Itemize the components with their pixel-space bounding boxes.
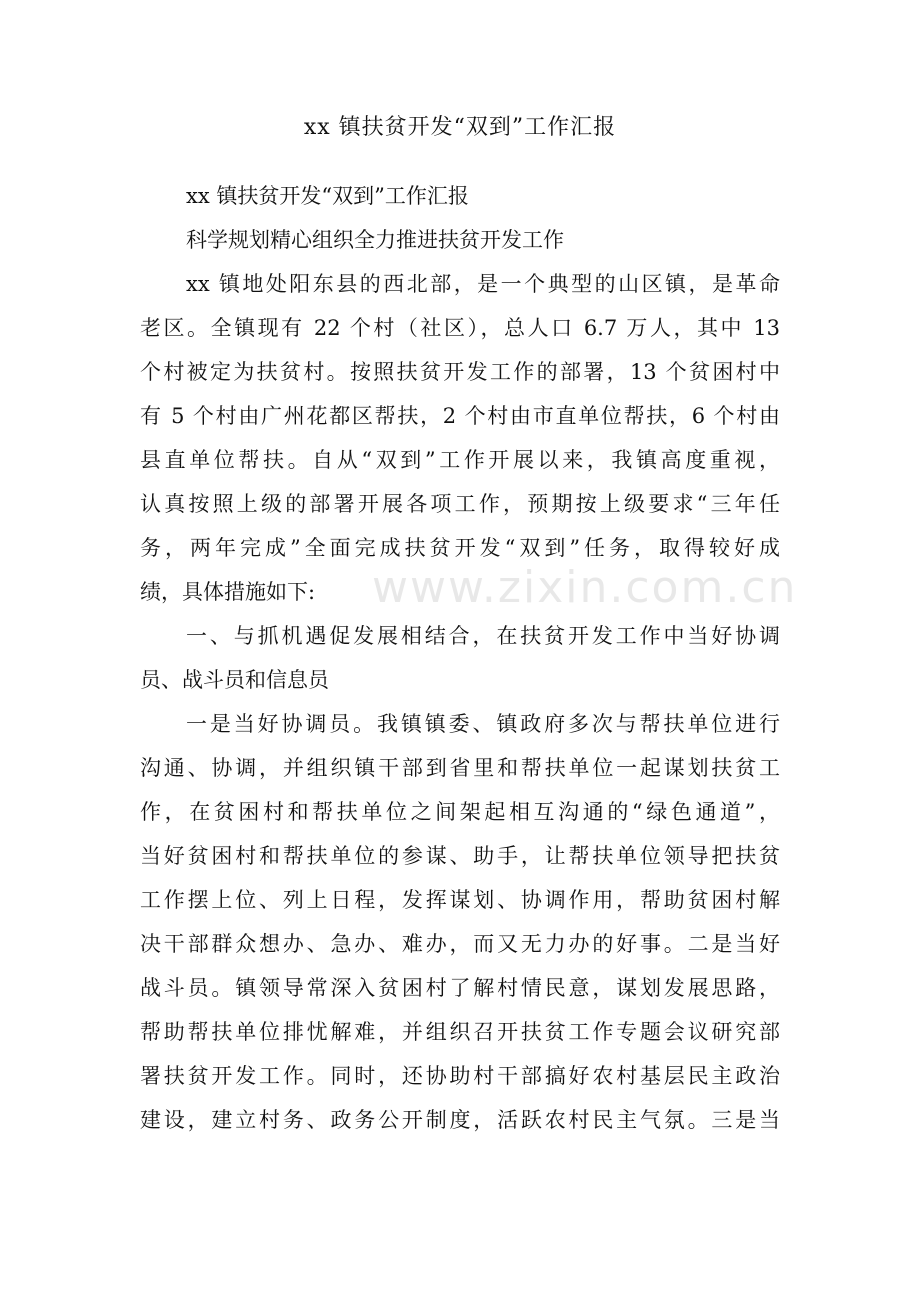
- paragraph-line: 务，两年完成”全面完成扶贫开发“双到”任务，取得较好成: [140, 536, 780, 560]
- paragraph-line: 战斗员。镇领导常深入贫困村了解村情民意，谋划发展思路，: [140, 976, 780, 1000]
- subheading-line: 科学规划精心组织全力推进扶贫开发工作: [186, 228, 564, 252]
- paragraph-line: 个村被定为扶贫村。按照扶贫开发工作的部署，13 个贫困村中: [140, 360, 780, 384]
- paragraph-line: 县直单位帮扶。自从“双到”工作开展以来，我镇高度重视，: [140, 448, 780, 472]
- paragraph-line: 一是当好协调员。我镇镇委、镇政府多次与帮扶单位进行: [186, 712, 780, 736]
- heading-line: xx 镇扶贫开发“双到”工作汇报: [186, 184, 469, 208]
- watermark: www.zixin.com.cn: [372, 562, 798, 613]
- section-heading-line: 员、战斗员和信息员: [140, 668, 329, 692]
- paragraph-line: 建设，建立村务、政务公开制度，活跃农村民主气氛。三是当: [140, 1108, 780, 1132]
- paragraph-line: 有 5 个村由广州花都区帮扶，2 个村由市直单位帮扶，6 个村由: [140, 404, 780, 428]
- paragraph-line: 沟通、协调，并组织镇干部到省里和帮扶单位一起谋划扶贫工: [140, 756, 780, 780]
- paragraph-line: 决干部群众想办、急办、难办，而又无力办的好事。二是当好: [140, 932, 780, 956]
- paragraph-line: 工作摆上位、列上日程，发挥谋划、协调作用，帮助贫困村解: [140, 888, 780, 912]
- paragraph-line: 绩，具体措施如下:: [140, 580, 316, 604]
- paragraph-line: 当好贫困村和帮扶单位的参谋、助手，让帮扶单位领导把扶贫: [140, 844, 780, 868]
- paragraph-line: 署扶贫开发工作。同时，还协助村干部搞好农村基层民主政治: [140, 1064, 780, 1088]
- paragraph-line: 帮助帮扶单位排忧解难，并组织召开扶贫工作专题会议研究部: [140, 1020, 780, 1044]
- paragraph-line: xx 镇地处阳东县的西北部，是一个典型的山区镇，是革命: [186, 272, 780, 296]
- document-title: xx 镇扶贫开发“双到”工作汇报: [303, 115, 617, 140]
- paragraph-line: 作，在贫困村和帮扶单位之间架起相互沟通的“绿色通道”，: [140, 800, 780, 824]
- paragraph-line: 认真按照上级的部署开展各项工作，预期按上级要求“三年任: [140, 492, 780, 516]
- section-heading-line: 一、与抓机遇促发展相结合，在扶贫开发工作中当好协调: [186, 624, 780, 648]
- paragraph-line: 老区。全镇现有 22 个村（社区），总人口 6.7 万人，其中 13: [140, 316, 780, 340]
